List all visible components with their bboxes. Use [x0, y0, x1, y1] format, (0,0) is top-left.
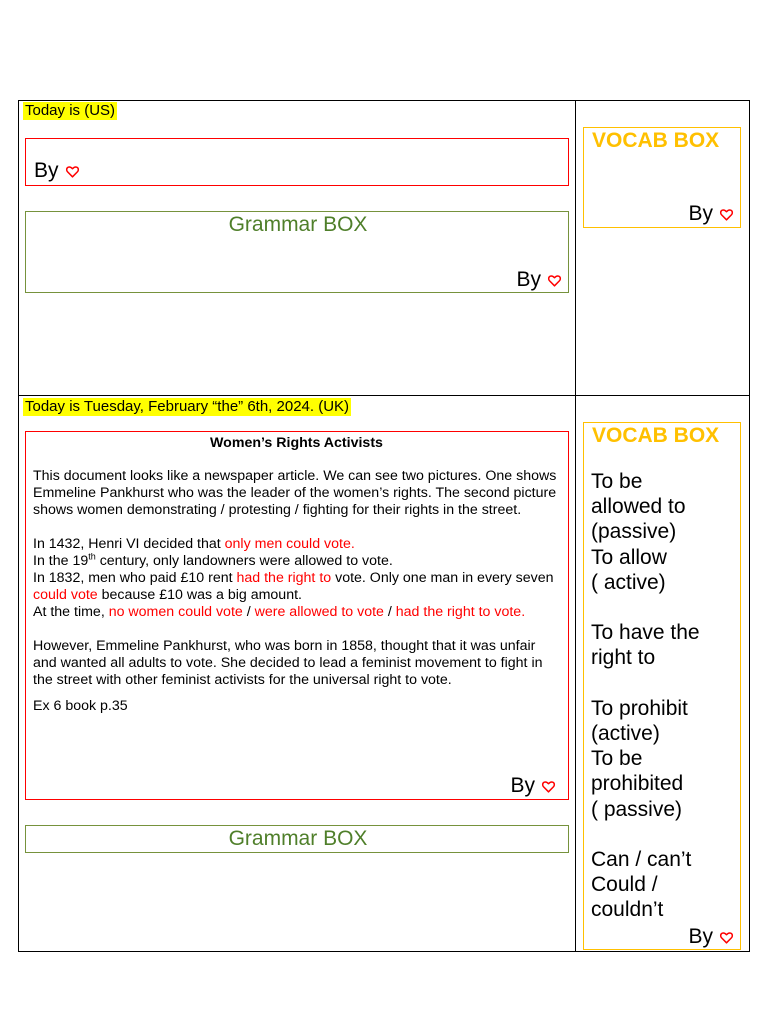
table-row-divider [18, 395, 750, 396]
vocab-box-1 [583, 127, 741, 228]
highlighted-phrase: no women could vote [108, 604, 243, 620]
highlighted-phrase: only men could vote [224, 536, 351, 552]
vocab-item: right to [591, 646, 656, 670]
highlighted-phrase: were allowed to vote [254, 604, 384, 620]
table-column-divider [575, 100, 576, 952]
vocab-item: Could / [591, 873, 658, 897]
vocab-item: Can / can’t [591, 848, 692, 871]
vocab-item: couldn’t [591, 898, 664, 922]
article-history-line-1: In 1432, Henri VI decided that only men could vote. [33, 536, 355, 552]
empty-text-box [25, 138, 569, 186]
highlighted-phrase: had the right to vote. [395, 604, 526, 620]
by-signature [688, 925, 734, 949]
grammar-box-1 [25, 211, 569, 293]
grammar-box-title: Grammar BOX [228, 213, 368, 236]
vocab-list [591, 469, 739, 923]
vocab-item: prohibited [591, 772, 684, 796]
vocab-box-2 [583, 422, 741, 950]
by-signature [688, 202, 734, 226]
heart-outline-icon [65, 164, 80, 179]
by-signature [34, 159, 80, 183]
heart-outline-icon [719, 930, 734, 945]
highlighted-phrase: could vote [33, 587, 98, 603]
grammar-box-title: Grammar BOX [228, 827, 368, 850]
article-history-line-3: In 1832, men who paid £10 rent had the right to vote. Only one man in every seven could vote because £10 was a big amount. [33, 570, 554, 603]
vocab-item: To be [591, 470, 643, 493]
vocab-item: (passive) [591, 520, 677, 544]
date-label-uk: Today is Tuesday, February “the” 6th, 2024. (UK) [25, 398, 350, 415]
by-label: By [510, 774, 535, 797]
vocab-item: To have the [591, 621, 700, 645]
vocab-box-title: VOCAB BOX [592, 129, 720, 152]
vocab-item: (active) [591, 722, 660, 745]
vocab-item: To allow [591, 545, 667, 569]
date-label-us: Today is (US) [25, 102, 116, 119]
article-body [33, 468, 561, 715]
heart-outline-icon [541, 779, 556, 794]
by-label: By [516, 268, 541, 291]
by-label: By [34, 159, 59, 182]
article-paragraph-pankhurst: However, Emmeline Pankhurst, who was born in 1858, thought that it was unfair and wanted all adults to vote. She decided to lead a feminist movement to fight in the street with other feminist activists for the universal right to vote. [33, 638, 543, 688]
by-signature [516, 268, 562, 292]
highlighted-phrase: had the right to [236, 570, 332, 586]
article-paragraph-intro: This document looks like a newspaper article. We can see two pictures. One shows Emmeline Pankhurst who was the leader of the women’s rights. The second picture shows women demonstrating / protesting / fighting for their rights in the street. [33, 468, 557, 518]
by-label: By [688, 202, 713, 225]
by-signature [510, 774, 556, 798]
article-title: Women’s Rights Activists [210, 435, 383, 451]
vocab-item: To prohibit [591, 696, 688, 720]
article-history-line-4: At the time, no women could vote / were allowed to vote / had the right to vote. [33, 604, 526, 620]
vocab-item: ( passive) [591, 797, 683, 821]
article-box [25, 431, 569, 800]
heart-outline-icon [719, 207, 734, 222]
heart-outline-icon [547, 273, 562, 288]
by-label: By [688, 925, 713, 948]
vocab-item: To be [591, 747, 643, 771]
vocab-item: allowed to [591, 495, 686, 519]
article-history-line-2: In the 19th century, only landowners were allowed to vote. [33, 551, 393, 569]
exercise-reference: Ex 6 book p.35 [33, 698, 128, 714]
vocab-item: ( active) [591, 570, 666, 594]
vocab-box-title: VOCAB BOX [592, 424, 720, 447]
grammar-box-2 [25, 825, 569, 853]
